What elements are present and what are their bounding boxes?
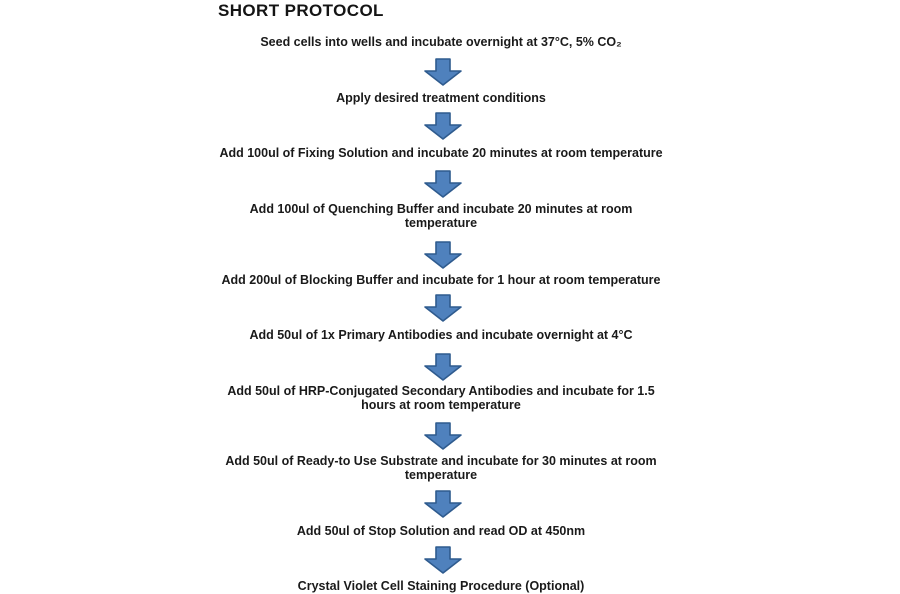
step-text: Add 50ul of Ready-to Use Substrate and incubate for 30 minutes at room [225, 454, 657, 468]
step-text: Add 50ul of 1x Primary Antibodies and incubate overnight at 4°C [249, 328, 633, 342]
protocol-step-10 [0, 579, 882, 593]
protocol-step-6 [0, 328, 882, 342]
down-arrow-icon [424, 422, 462, 450]
protocol-step-9 [0, 524, 882, 538]
down-arrow-icon [424, 546, 462, 574]
step-text: Apply desired treatment conditions [336, 91, 546, 105]
down-arrow-icon [424, 58, 462, 86]
protocol-step-2 [0, 91, 882, 105]
protocol-step-5 [0, 273, 882, 287]
down-arrow-icon [424, 241, 462, 269]
step-text: Add 100ul of Quenching Buffer and incubate 20 minutes at room [249, 202, 633, 216]
step-text: Add 200ul of Blocking Buffer and incubate for 1 hour at room temperature [221, 273, 661, 287]
down-arrow-icon [424, 112, 462, 140]
step-text: Seed cells into wells and incubate overnight at 37°C, 5% CO₂ [260, 35, 622, 49]
down-arrow-icon [424, 294, 462, 322]
protocol-step-7 [0, 384, 882, 412]
down-arrow-icon [424, 490, 462, 518]
protocol-step-8 [0, 454, 882, 482]
step-text: Crystal Violet Cell Staining Procedure (Optional) [297, 579, 585, 593]
down-arrow-icon [424, 170, 462, 198]
step-text: Add 50ul of HRP-Conjugated Secondary Antibodies and incubate for 1.5 [227, 384, 655, 398]
protocol-step-1 [0, 35, 882, 49]
step-text: temperature [404, 468, 478, 482]
step-text: hours at room temperature [361, 398, 521, 412]
protocol-step-4 [0, 202, 882, 230]
step-text: Add 50ul of Stop Solution and read OD at 450nm [296, 524, 586, 538]
down-arrow-icon [424, 353, 462, 381]
page-title: SHORT PROTOCOL [218, 1, 384, 20]
protocol-step-3 [0, 146, 882, 160]
step-text: Add 100ul of Fixing Solution and incubate 20 minutes at room temperature [219, 146, 663, 160]
step-text: temperature [404, 216, 478, 230]
